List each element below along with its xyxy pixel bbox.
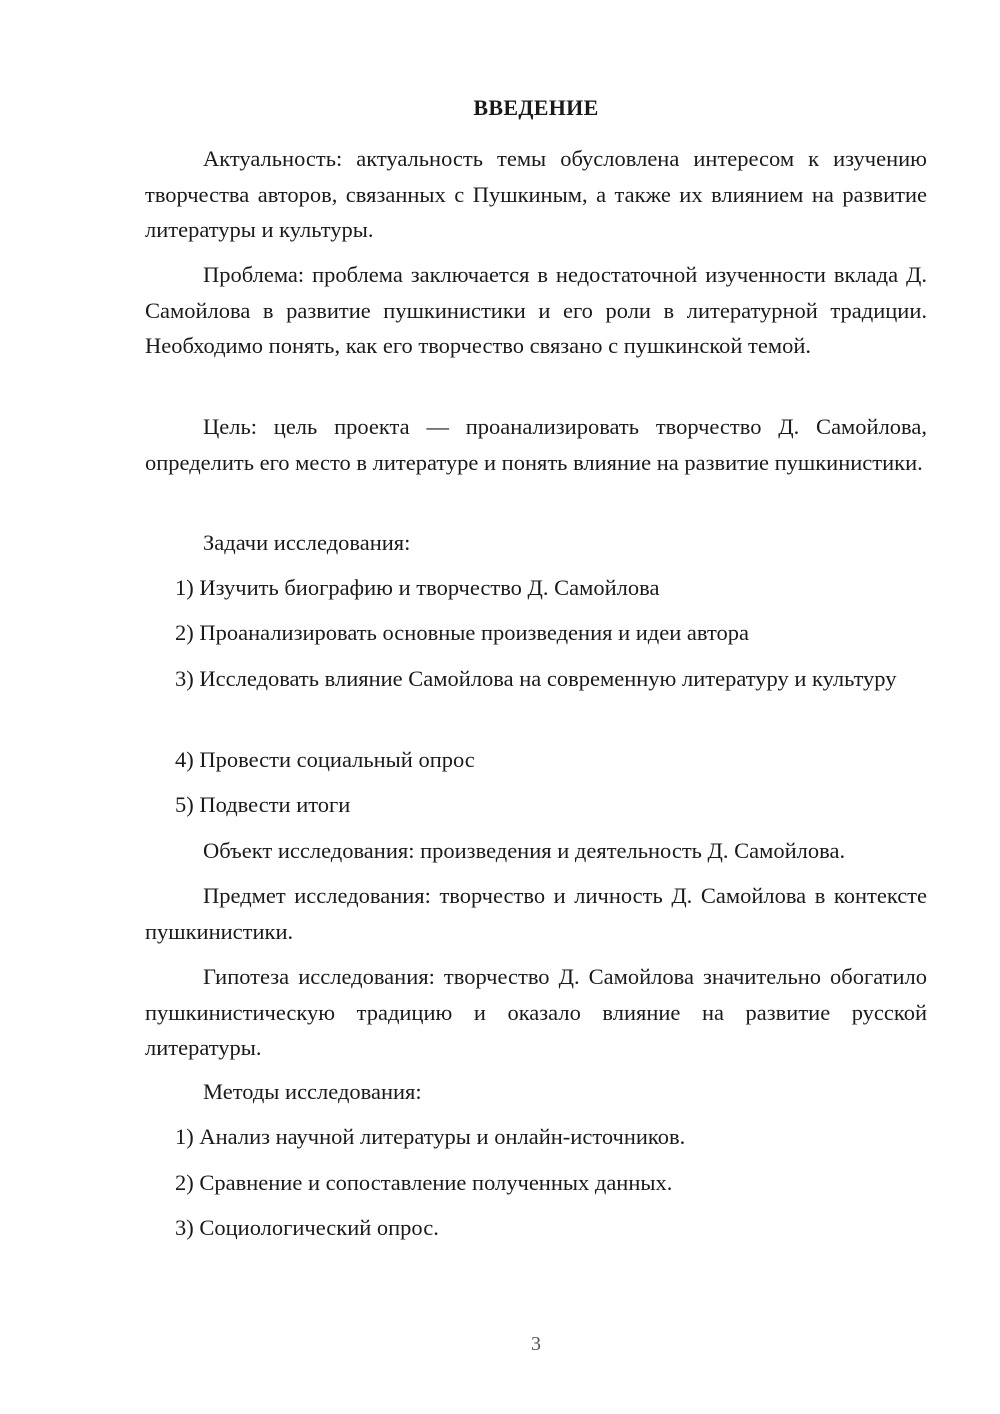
task-item-5: 5) Подвести итоги <box>175 792 351 817</box>
hypothesis-paragraph: Гипотеза исследования: творчество Д. Самойлова значительно обогатило пушкинистическую традицию и оказало влияние на развитие русской литературы. <box>145 964 927 1060</box>
relevance-paragraph: Актуальность: актуальность темы обусловлена интересом к изучению творчества авторов, связанных с Пушкиным, а также их влиянием на развитие литературы и культуры. <box>145 146 927 242</box>
task-item-4: 4) Провести социальный опрос <box>175 747 475 772</box>
problem-paragraph: Проблема: проблема заключается в недостаточной изученности вклада Д. Самойлова в развитие пушкинистики и его роли в литературной традиции. Необходимо понять, как его творчество связано с пушкинской темой. <box>145 262 927 358</box>
subject-paragraph: Предмет исследования: творчество и личность Д. Самойлова в контексте пушкинистики. <box>145 883 927 944</box>
method-item-2: 2) Сравнение и сопоставление полученных данных. <box>175 1170 673 1195</box>
tasks-heading: Задачи исследования: <box>203 530 411 555</box>
object-paragraph: Объект исследования: произведения и деятельность Д. Самойлова. <box>203 838 846 863</box>
task-item-3: 3) Исследовать влияние Самойлова на современную литературу и культуру <box>175 666 897 691</box>
page-number: 3 <box>531 1333 541 1355</box>
method-item-3: 3) Социологический опрос. <box>175 1215 439 1240</box>
methods-heading: Методы исследования: <box>203 1079 422 1104</box>
task-item-2: 2) Проанализировать основные произведения и идеи автора <box>175 620 749 645</box>
page-title: ВВЕДЕНИЕ <box>473 95 599 120</box>
task-item-1: 1) Изучить биографию и творчество Д. Самойлова <box>175 575 660 600</box>
method-item-1: 1) Анализ научной литературы и онлайн-источников. <box>175 1124 686 1149</box>
goal-paragraph: Цель: цель проекта — проанализировать творчество Д. Самойлова, определить его место в литературе и понять влияние на развитие пушкинистики. <box>145 414 927 475</box>
